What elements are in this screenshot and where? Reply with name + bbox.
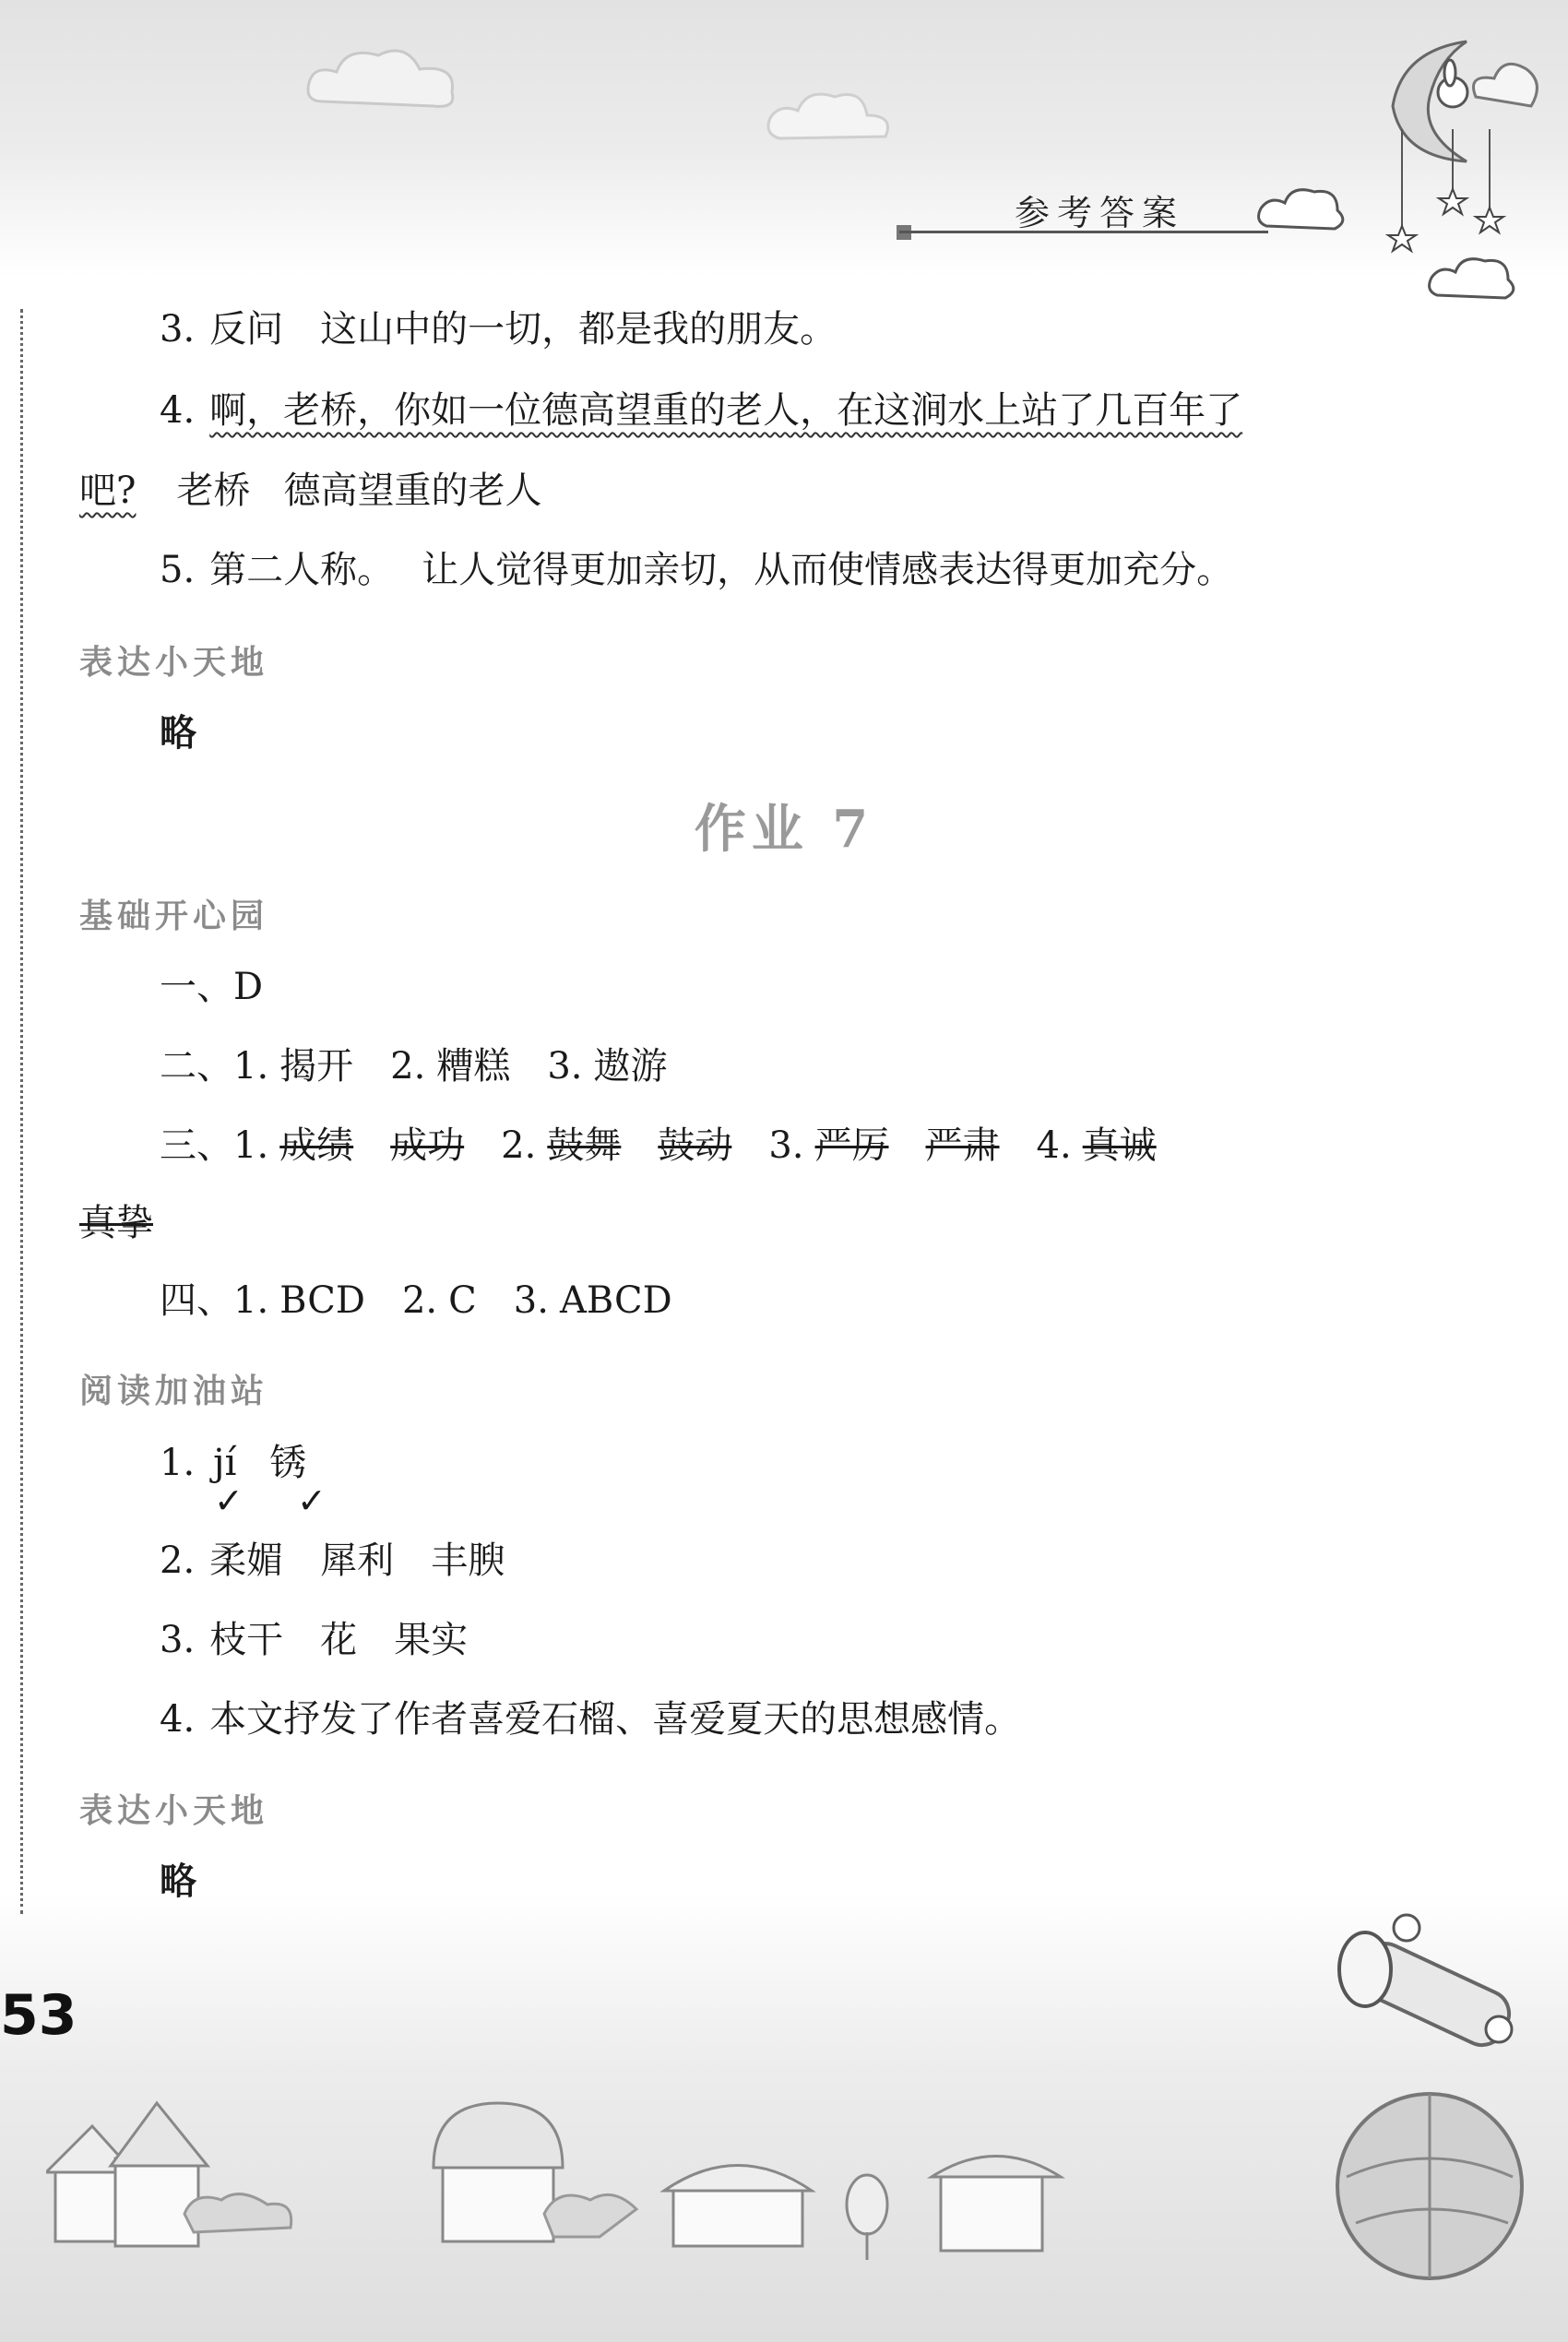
- telescope-globe-illustration: [1291, 1900, 1559, 2288]
- answer-line: 略: [160, 711, 196, 755]
- answer-line: 三、1. 成绩 成功 2. 鼓舞 鼓动 3. 严厉 严肃 4. 真诚: [160, 1124, 1157, 1167]
- village-illustration: [46, 2085, 1153, 2269]
- page-number: 53: [0, 1983, 77, 2048]
- check-mark-icon: ✓: [297, 1480, 327, 1521]
- section-heading: 基础开心园: [79, 898, 269, 935]
- section-heading: 表达小天地: [79, 644, 269, 682]
- answer-line: 3. 枝干 花 果实: [160, 1619, 469, 1661]
- underlined-sentence: 啊，老桥，你如一位德高望重的老人，在这涧水上站了几百年了: [209, 389, 1243, 432]
- answer-line: 二、1. 揭开 2. 糟糕 3. 遨游: [160, 1045, 668, 1088]
- assignment-title: 作业 7: [694, 799, 874, 860]
- answer-line: 四、1. BCD 2. C 3. ABCD: [160, 1279, 672, 1322]
- margin-dotted-line: [20, 309, 23, 1914]
- cloud-icon: [1420, 244, 1522, 309]
- cloud-icon: [295, 37, 480, 120]
- answer-line: 4. 本文抒发了作者喜爱石榴、喜爱夏天的思想感情。: [160, 1698, 1022, 1741]
- answer-line: 真挚: [79, 1202, 153, 1244]
- header-title: 参考答案: [1015, 193, 1185, 233]
- section-heading: 阅读加油站: [79, 1373, 269, 1410]
- answer-line: 4. 啊，老桥，你如一位德高望重的老人，在这涧水上站了几百年了: [160, 389, 1243, 432]
- check-mark-icon: ✓: [214, 1480, 244, 1521]
- answer-line: 2. 柔媚 犀利 丰腴: [160, 1540, 505, 1582]
- answer-line: 略: [160, 1860, 196, 1903]
- answer-line: 3. 反问 这山中的一切，都是我的朋友。: [160, 308, 837, 351]
- hanging-stars-icon: [1374, 129, 1513, 258]
- answer-line: 一、D: [160, 966, 264, 1008]
- answer-line: 吧? 老桥 德高望重的老人: [79, 470, 542, 512]
- cloud-icon: [756, 74, 904, 157]
- answer-line: 1. jí 锈: [160, 1442, 307, 1484]
- section-heading: 表达小天地: [79, 1792, 269, 1830]
- answer-line: 5. 第二人称。 让人觉得更加亲切，从而使情感表达得更加充分。: [160, 549, 1234, 591]
